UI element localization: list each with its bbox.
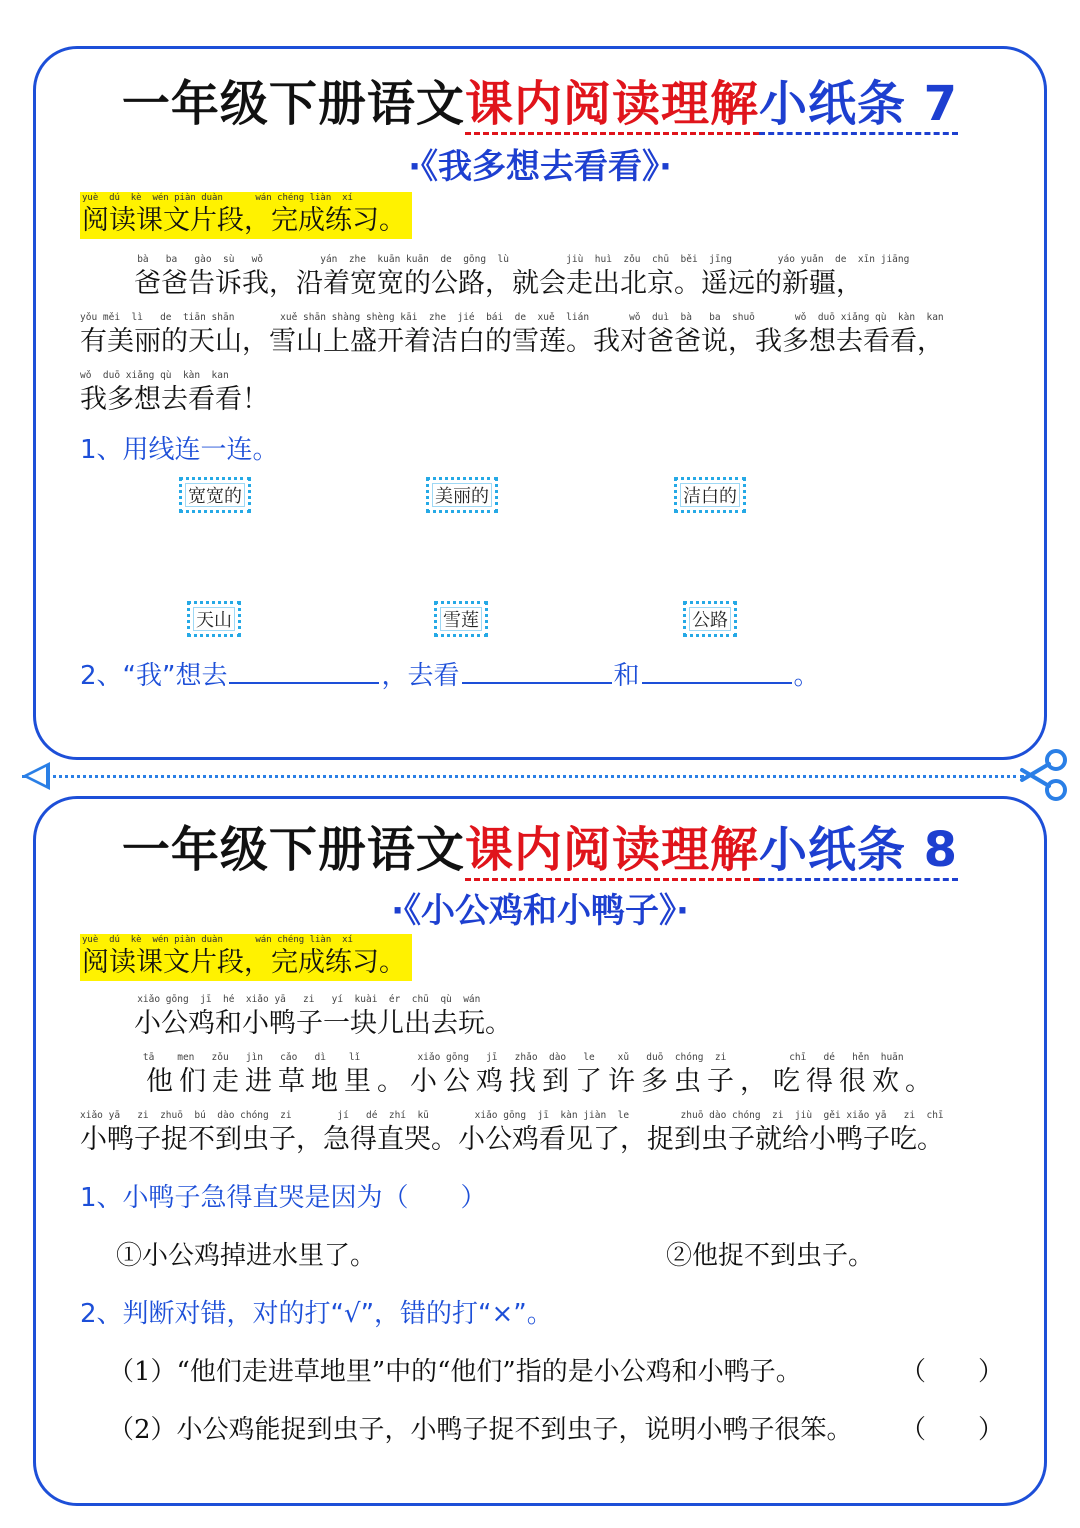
judge-statement: （2）小公鸡能捉到虫子，小鸭子捉不到虫子，说明小鸭子很笨。 xyxy=(108,1415,853,1445)
passage-text: 爸爸告诉我，沿着宽宽的公路，就会走出北京。遥远的新疆， xyxy=(80,268,863,299)
passage-pinyin: tā men zǒu jìn cǎo dì lǐ xiǎo gōng jī zhǎo dào le xǔ duō chóng zi chī dé hěn huān xyxy=(80,1052,904,1063)
question-1: 1、小鸭子急得直哭是因为（ ） xyxy=(80,1183,487,1213)
scissors-icon xyxy=(1018,748,1070,802)
match-word-box[interactable]: 雪莲 xyxy=(434,601,488,637)
passage-text: 小鸭子捉不到虫子，急得直哭。小公鸡看见了，捉到虫子就给小鸭子吃。 xyxy=(80,1124,944,1155)
judge-statement: （1）“他们走进草地里”中的“他们”指的是小公鸡和小鸭子。 xyxy=(108,1357,802,1387)
passage-text: 有美丽的天山，雪山上盛开着洁白的雪莲。我对爸爸说，我多想去看看， xyxy=(80,326,944,357)
answer-blank[interactable] xyxy=(462,660,612,684)
passage-pinyin: bà ba gào sù wǒ yán zhe kuān kuān de gōng lù jiù huì zǒu chū běi jīng yáo yuǎn de xīn jiāng xyxy=(80,254,910,265)
option-2[interactable]: ②他捉不到虫子。 xyxy=(666,1241,875,1271)
card-title xyxy=(36,65,1044,134)
match-word-box[interactable]: 洁白的 xyxy=(674,477,746,513)
lesson-title: ·《小公鸡和小鸭子》· xyxy=(391,891,689,931)
q2-part: 和 xyxy=(613,661,640,691)
worksheet-card-7 xyxy=(33,46,1047,760)
passage-pinyin: wǒ duō xiǎng qù kàn kan xyxy=(80,370,229,381)
instruction-pinyin: yuè dú kè wén piàn duàn wán chéng liàn xí xyxy=(82,193,353,203)
q2-part: ，去看 xyxy=(381,661,460,691)
question-2 xyxy=(80,655,820,692)
title-grade: 一年级下册语文 xyxy=(121,822,465,878)
passage-line xyxy=(80,1109,1004,1157)
passage-pinyin: xiǎo yā zi zhuō bú dào chóng zi jí dé zhí kū xiǎo gōng jī kàn jiàn le zhuō dào chóng zi jiù gěi xiǎo yā zi chī xyxy=(80,1110,944,1121)
title-topic: 课内阅读理解 xyxy=(465,822,759,881)
passage-line xyxy=(80,1051,1004,1099)
instruction-text: 阅读课文片段，完成练习。 xyxy=(82,205,406,236)
passage-line xyxy=(80,253,1004,301)
passage-text: 我多想去看看！ xyxy=(80,384,269,415)
passage-line xyxy=(80,993,1004,1041)
match-word-box[interactable]: 美丽的 xyxy=(426,477,498,513)
arrow-left-icon-inner xyxy=(28,767,46,785)
instruction-text: 阅读课文片段，完成练习。 xyxy=(82,947,406,978)
instruction-pinyin: yuè dú kè wén piàn duàn wán chéng liàn xí xyxy=(82,935,353,945)
q2-part: 2、“我”想去 xyxy=(80,661,228,691)
passage-text: 他们走进草地里。小公鸡找到了许多虫子，吃得很欢。 xyxy=(80,1066,938,1097)
judge-item-2 xyxy=(108,1409,1004,1446)
cut-line xyxy=(22,775,1024,778)
instruction-highlight xyxy=(80,934,412,981)
passage-text: 小公鸡和小鸭子一块儿出去玩。 xyxy=(80,1008,512,1039)
q2-part: 。 xyxy=(793,661,820,691)
title-topic: 课内阅读理解 xyxy=(465,76,759,135)
match-word-box[interactable]: 天山 xyxy=(187,601,241,637)
answer-paren[interactable]: （ ） xyxy=(899,1357,1004,1387)
passage-pinyin: xiǎo gōng jī hé xiǎo yā zi yí kuài ér chū qù wán xyxy=(80,994,481,1005)
question-2: 2、判断对错，对的打“√”，错的打“×”。 xyxy=(80,1299,553,1329)
title-grade: 一年级下册语文 xyxy=(121,76,465,132)
worksheet-card-8 xyxy=(33,796,1047,1506)
option-1[interactable]: ①小公鸡掉进水里了。 xyxy=(116,1241,377,1271)
lesson-title: ·《我多想去看看》· xyxy=(408,147,672,187)
passage-pinyin: yǒu měi lì de tiān shān xuě shān shàng shèng kāi zhe jié bái de xuě lián wǒ duì bà ba shuō wǒ duō xiǎng qù kàn kan xyxy=(80,312,944,323)
judge-item-1 xyxy=(108,1351,1004,1388)
answer-blank[interactable] xyxy=(229,660,379,684)
question-1: 1、用线连一连。 xyxy=(80,435,279,465)
match-word-box[interactable]: 公路 xyxy=(683,601,737,637)
title-number: 小纸条 8 xyxy=(759,822,958,881)
title-number: 小纸条 7 xyxy=(759,76,958,135)
answer-blank[interactable] xyxy=(642,660,792,684)
passage-line xyxy=(80,369,1004,417)
match-word-box[interactable]: 宽宽的 xyxy=(179,477,251,513)
card-title xyxy=(36,811,1044,880)
instruction-highlight xyxy=(80,192,412,239)
answer-paren[interactable]: （ ） xyxy=(899,1415,1004,1445)
passage-line xyxy=(80,311,1004,359)
